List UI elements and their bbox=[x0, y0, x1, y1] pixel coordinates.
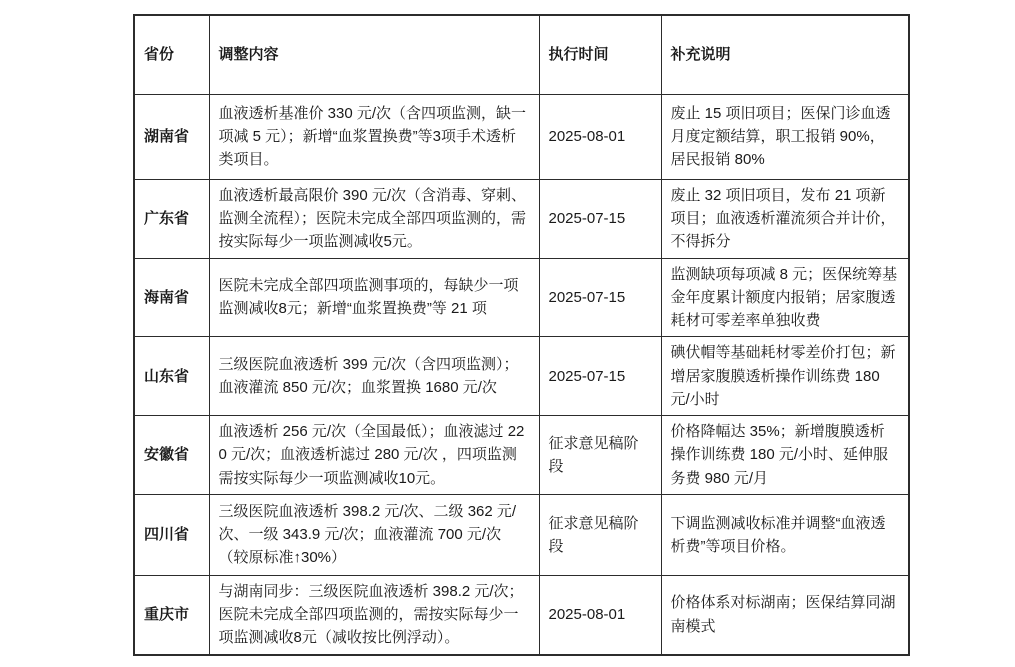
cell-execution-time: 2025-07-15 bbox=[539, 179, 661, 258]
cell-supplementary-note: 碘伏帽等基础耗材零差价打包；新增居家腹膜透析操作训练费 180 元/小时 bbox=[661, 337, 909, 416]
cell-province: 重庆市 bbox=[134, 575, 209, 654]
cell-execution-time: 2025-07-15 bbox=[539, 337, 661, 416]
column-header-province: 省份 bbox=[134, 15, 209, 94]
table-header-row bbox=[134, 15, 909, 94]
cell-execution-time: 征求意见稿阶段 bbox=[539, 416, 661, 495]
cell-province: 山东省 bbox=[134, 337, 209, 416]
cell-province: 湖南省 bbox=[134, 94, 209, 179]
cell-province: 安徽省 bbox=[134, 416, 209, 495]
column-header-adjustment-content: 调整内容 bbox=[209, 15, 539, 94]
dialysis-pricing-table-container bbox=[133, 14, 910, 656]
cell-execution-time: 征求意见稿阶段 bbox=[539, 494, 661, 575]
cell-adjustment-content: 与湖南同步：三级医院血液透析 398.2 元/次；医院未完成全部四项监测的，需按实际每少一项监测减收8元（减收按比例浮动）。 bbox=[209, 575, 539, 654]
cell-supplementary-note: 价格降幅达 35%；新增腹膜透析操作训练费 180 元/小时、延伸服务费 980 元/月 bbox=[661, 416, 909, 495]
table-row bbox=[134, 337, 909, 416]
table-row bbox=[134, 94, 909, 179]
cell-supplementary-note: 价格体系对标湖南；医保结算同湖南模式 bbox=[661, 575, 909, 654]
cell-execution-time: 2025-08-01 bbox=[539, 575, 661, 654]
cell-province: 四川省 bbox=[134, 494, 209, 575]
cell-supplementary-note: 废止 15 项旧项目；医保门诊血透月度定额结算，职工报销 90%，居民报销 80% bbox=[661, 94, 909, 179]
column-header-execution-time: 执行时间 bbox=[539, 15, 661, 94]
table-row bbox=[134, 258, 909, 337]
table-row bbox=[134, 179, 909, 258]
cell-adjustment-content: 血液透析最高限价 390 元/次（含消毒、穿刺、监测全流程）；医院未完成全部四项监测的，需按实际每少一项监测减收5元。 bbox=[209, 179, 539, 258]
cell-province: 广东省 bbox=[134, 179, 209, 258]
province-dialysis-pricing-table bbox=[133, 14, 910, 656]
table-row bbox=[134, 575, 909, 654]
cell-adjustment-content: 三级医院血液透析 398.2 元/次、二级 362 元/次、一级 343.9 元/次；血液灌流 700 元/次（较原标准↑30%） bbox=[209, 494, 539, 575]
cell-adjustment-content: 血液透析基准价 330 元/次（含四项监测，缺一项减 5 元）；新增“血浆置换费”等3项手术透析类项目。 bbox=[209, 94, 539, 179]
cell-execution-time: 2025-08-01 bbox=[539, 94, 661, 179]
cell-supplementary-note: 废止 32 项旧项目，发布 21 项新项目；血液透析灌流须合并计价，不得拆分 bbox=[661, 179, 909, 258]
cell-adjustment-content: 三级医院血液透析 399 元/次（含四项监测）；血液灌流 850 元/次；血浆置换 1680 元/次 bbox=[209, 337, 539, 416]
cell-province: 海南省 bbox=[134, 258, 209, 337]
cell-adjustment-content: 血液透析 256 元/次（全国最低）；血液滤过 220 元/次；血液透析滤过 280 元/次 ，四项监测需按实际每少一项监测减收10元。 bbox=[209, 416, 539, 495]
cell-adjustment-content: 医院未完成全部四项监测事项的，每缺少一项监测减收8元；新增“血浆置换费”等 21 项 bbox=[209, 258, 539, 337]
cell-supplementary-note: 监测缺项每项减 8 元；医保统筹基金年度累计额度内报销；居家腹透耗材可零差率单独收费 bbox=[661, 258, 909, 337]
cell-execution-time: 2025-07-15 bbox=[539, 258, 661, 337]
column-header-supplementary-note: 补充说明 bbox=[661, 15, 909, 94]
table-row bbox=[134, 416, 909, 495]
table-row bbox=[134, 494, 909, 575]
cell-supplementary-note: 下调监测减收标准并调整“血液透析费”等项目价格。 bbox=[661, 494, 909, 575]
